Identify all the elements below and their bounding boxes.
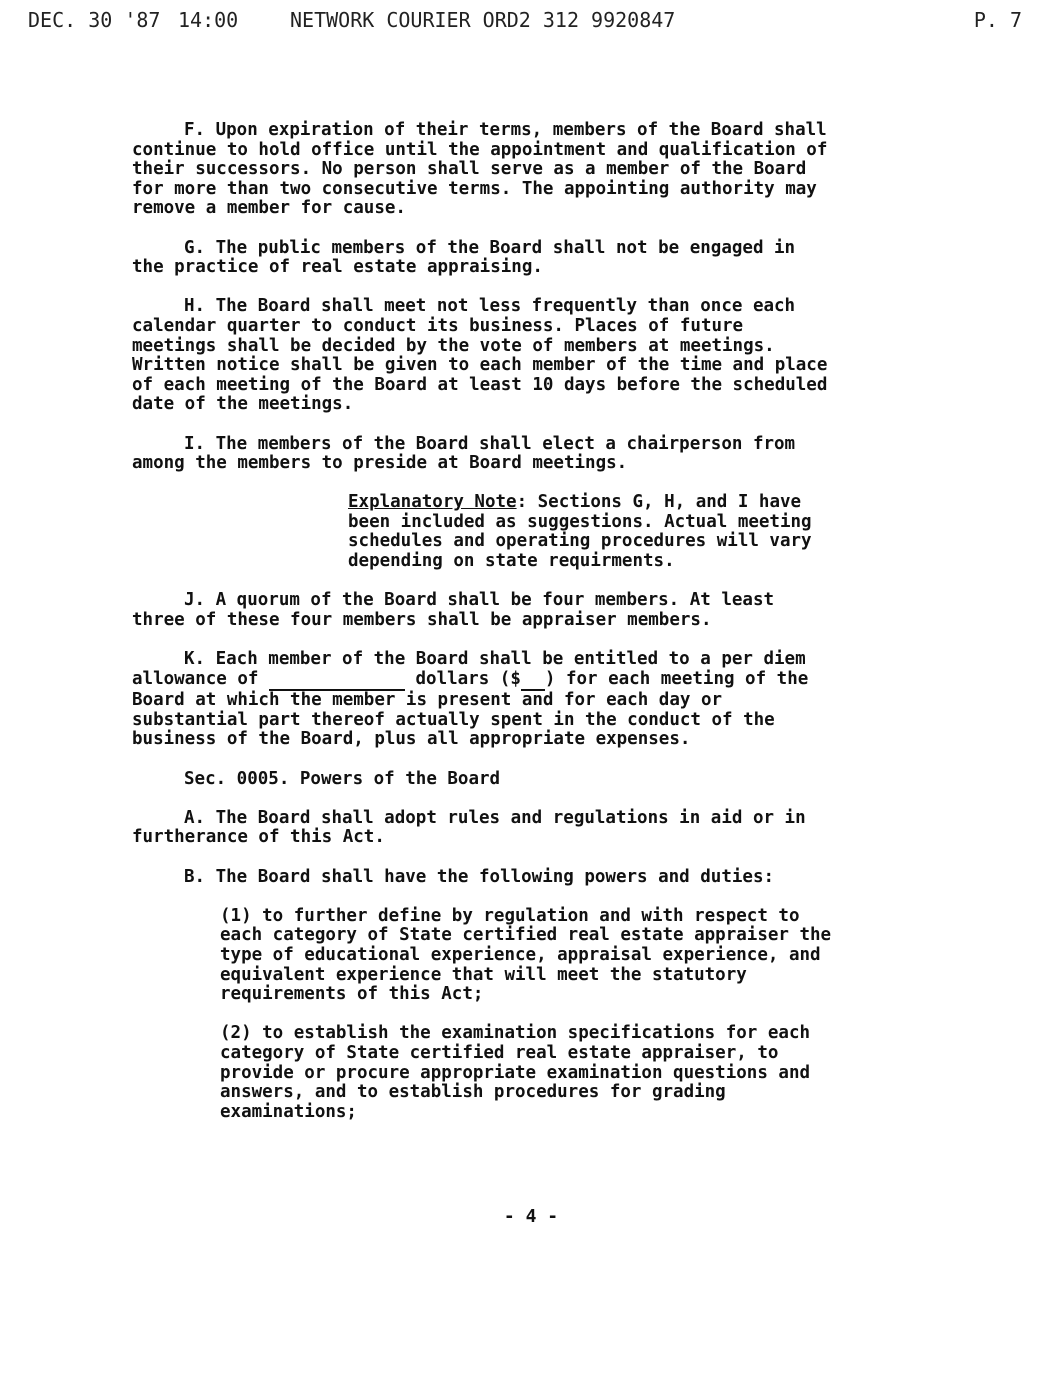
- text-segment: allowance of: [132, 668, 269, 689]
- text-line: been included as suggestions. Actual meeting: [348, 511, 812, 532]
- blank-amount-words: [269, 670, 405, 692]
- text-segment: ) for each meeting of the: [544, 668, 809, 689]
- text-line: their successors. No person shall serve as a member of the Board: [132, 159, 807, 180]
- text-line: calendar quarter to conduct its business. Places of future: [132, 315, 744, 336]
- text-line: furtherance of this Act.: [132, 827, 385, 848]
- text-line: remove a member for cause.: [132, 198, 406, 219]
- paragraph-b1: [132, 907, 982, 1005]
- text-line: Board at which the member is present and for each day or: [132, 690, 723, 711]
- paragraph-j: [132, 591, 982, 630]
- text-line: answers, and to establish procedures for grading: [220, 1082, 726, 1103]
- note-first-line: [348, 493, 982, 513]
- text-line: three of these four members shall be appraiser members.: [132, 609, 712, 630]
- paragraph-h: [132, 297, 982, 415]
- fax-date: DEC. 30 '87: [28, 8, 161, 32]
- paragraph-f: [132, 121, 982, 219]
- paragraph-b2: [132, 1024, 982, 1122]
- section-title: Sec. 0005. Powers of the Board: [184, 768, 501, 789]
- text-line: continue to hold office until the appointment and qualification of: [132, 139, 828, 160]
- blank-amount-number: [521, 670, 545, 692]
- text-line: requirements of this Act;: [220, 984, 484, 1005]
- text-line: A. The Board shall adopt rules and regulations in aid or in: [184, 807, 806, 828]
- text-line: (2) to establish the examination specifications for each: [220, 1023, 811, 1044]
- fax-header: [28, 8, 1022, 36]
- text-line: the practice of real estate appraising.: [132, 257, 543, 278]
- text-line: provide or procure appropriate examination questions and: [220, 1062, 811, 1083]
- text-line-with-blanks: [132, 670, 982, 692]
- text-line: schedules and operating procedures will vary: [348, 531, 812, 552]
- paragraph-b: [132, 868, 982, 888]
- text-segment: dollars ($: [404, 668, 521, 689]
- text-line: G. The public members of the Board shall not be engaged in: [184, 237, 796, 258]
- text-line: (1) to further define by regulation and with respect to: [220, 905, 800, 926]
- text-line: B. The Board shall have the following powers and duties:: [184, 866, 775, 887]
- paragraph-i: [132, 435, 982, 474]
- text-line: I. The members of the Board shall elect a chairperson from: [184, 433, 796, 454]
- text-line: for more than two consecutive terms. The appointing authority may: [132, 178, 817, 199]
- text-line: business of the Board, plus all appropriate expenses.: [132, 729, 691, 750]
- text-line: of each meeting of the Board at least 10 days before the scheduled: [132, 374, 828, 395]
- paragraph-g: [132, 239, 982, 278]
- text-line: category of State certified real estate appraiser, to: [220, 1042, 779, 1063]
- paragraph-k: [132, 650, 982, 750]
- paragraph-a: [132, 809, 982, 848]
- text-line: examinations;: [220, 1101, 357, 1122]
- text-line: Written notice shall be given to each member of the time and place: [132, 355, 828, 376]
- text-line: each category of State certified real estate appraiser the: [220, 925, 832, 946]
- page-number: - 4 -: [503, 1206, 559, 1227]
- text-line: type of educational experience, appraisal experience, and: [220, 944, 821, 965]
- note-title: Explanatory Note: [348, 492, 517, 513]
- explanatory-note: [132, 493, 982, 571]
- text-line: H. The Board shall meet not less frequently than once each: [184, 296, 796, 317]
- fax-time: 14:00: [178, 8, 239, 32]
- text-line: depending on state requirments.: [348, 551, 675, 572]
- text-line: F. Upon expiration of their terms, members of the Board shall: [184, 120, 827, 140]
- text-line: substantial part thereof actually spent in the conduct of the: [132, 709, 775, 730]
- fax-page-number: P. 7: [973, 8, 1022, 32]
- text-line: equivalent experience that will meet the statutory: [220, 964, 747, 985]
- text-line: J. A quorum of the Board shall be four members. At least: [184, 590, 775, 611]
- text-line: date of the meetings.: [132, 394, 354, 415]
- note-text: : Sections G, H, and I have: [516, 492, 802, 513]
- fax-sender: NETWORK COURIER ORD2 312 9920847: [290, 8, 676, 32]
- text-line: among the members to preside at Board meetings.: [132, 453, 628, 474]
- text-line: meetings shall be decided by the vote of members at meetings.: [132, 335, 775, 356]
- section-heading: [132, 770, 982, 790]
- document-body: [132, 121, 982, 1142]
- text-line: K. Each member of the Board shall be entitled to a per diem: [184, 649, 806, 670]
